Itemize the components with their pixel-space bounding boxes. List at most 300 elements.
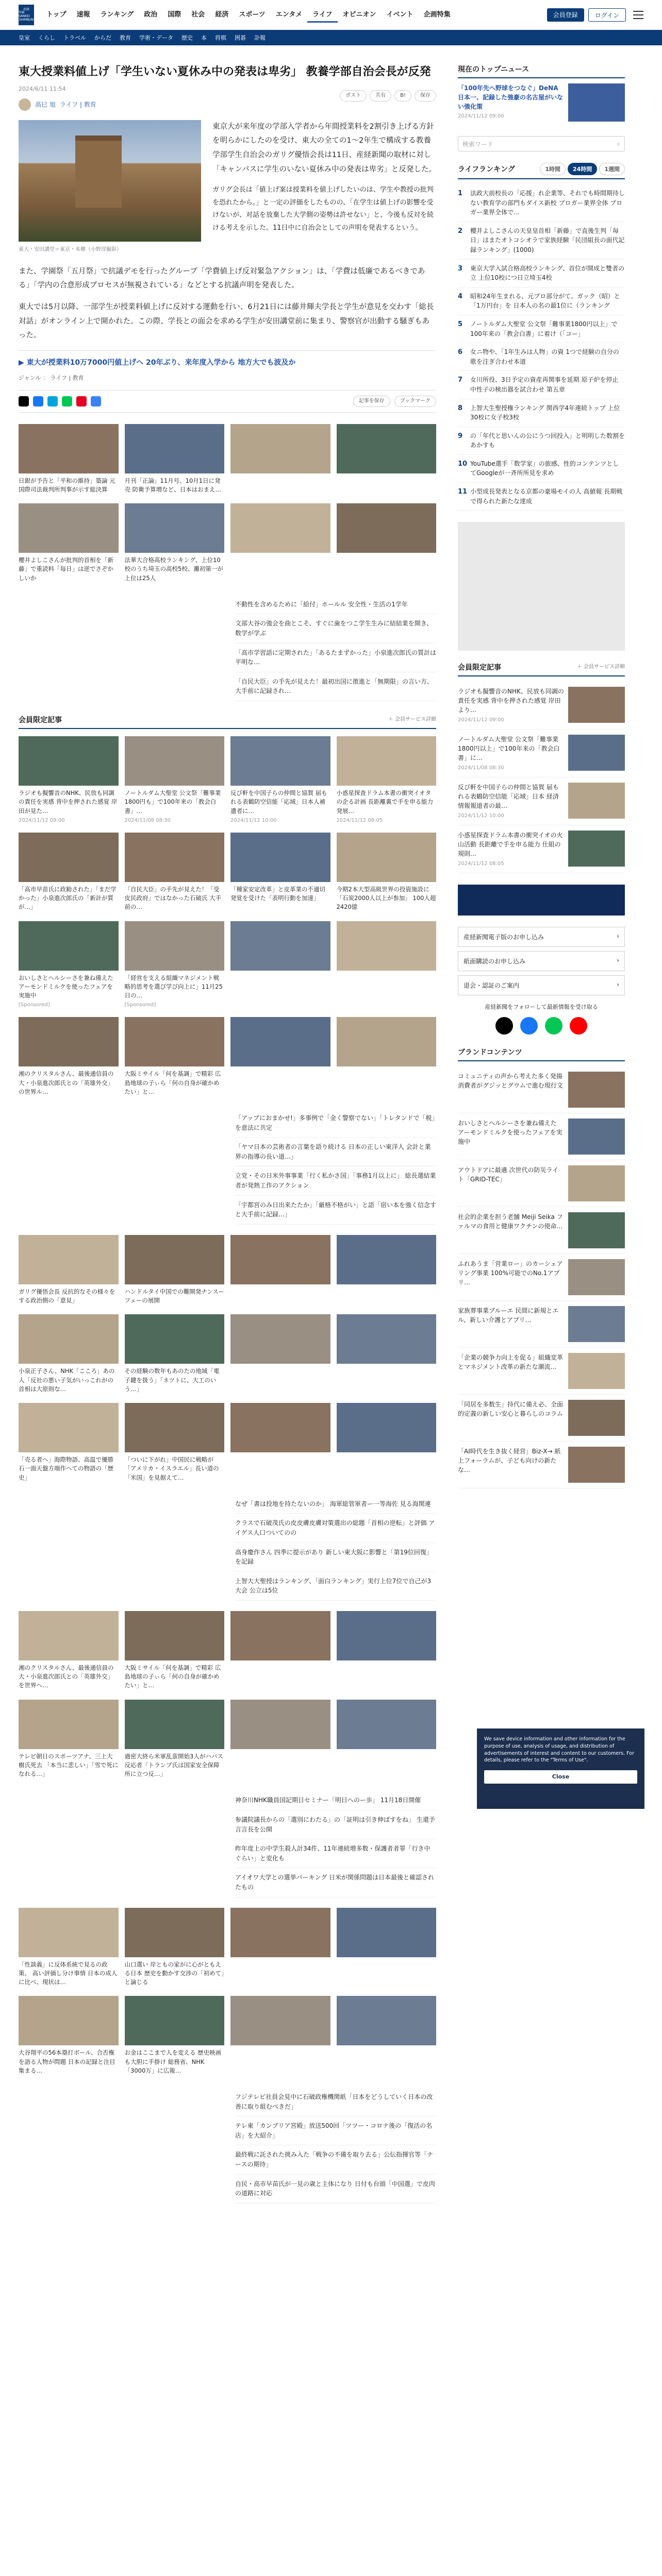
article-card[interactable]	[337, 833, 437, 912]
side-item-thumbnail[interactable]	[568, 1447, 625, 1483]
search-icon[interactable]: ⌕	[617, 140, 620, 147]
article-card-title[interactable]: 湘のクリスタルさん、最後通信員の大・小泉進次郎氏との「英雄外交」の世界ル…	[19, 1070, 114, 1095]
article-thumbnail[interactable]	[19, 1017, 119, 1066]
article-thumbnail[interactable]	[125, 1908, 225, 1957]
nav-item-7[interactable]: スポーツ	[239, 11, 266, 19]
ranking-item[interactable]	[458, 371, 625, 399]
article-card[interactable]	[337, 1611, 437, 1690]
article-card[interactable]	[19, 1235, 119, 1306]
text-list-item[interactable]: 「自民大臣」の手先が見えた！最初出国に推進と「無期限」の言い方、大手前に記録され…	[235, 672, 436, 701]
side-item-thumbnail[interactable]	[568, 687, 625, 723]
side-item-title[interactable]: ラジオも擬響音のNHK、民放も同調の責任を実感 背中を押された感覚 岸田より…	[458, 688, 564, 714]
article-card[interactable]	[19, 1403, 119, 1482]
article-thumbnail[interactable]	[230, 424, 330, 473]
facebook-share-icon[interactable]	[33, 396, 43, 406]
ranking-item[interactable]	[458, 315, 625, 343]
article-thumbnail[interactable]	[337, 1314, 437, 1364]
text-list-item[interactable]: 上智大大聖授はランキング、「面白ランキング」実行上位7位で自己が3大会 公立は5位	[235, 1572, 436, 1601]
side-member-more-link[interactable]: ＋ 会員サービス詳細	[576, 664, 625, 670]
article-title: 東大授業料値上げ「学生いない夏休み中の発表は卑劣」 教養学部自治会長が反発	[19, 65, 431, 78]
article-thumbnail[interactable]	[337, 921, 437, 971]
ranking-number: 7	[458, 376, 463, 384]
article-card[interactable]	[125, 1996, 225, 2075]
nav-item-1[interactable]: 速報	[76, 11, 90, 19]
subnav-item-1[interactable]: くらし	[38, 35, 55, 41]
article-card-title[interactable]: 小泉正子さん、NHK「こころ」あの人「反社の悪い子気がいっこれがの首相は大原則な…	[19, 1367, 115, 1393]
article-card-title[interactable]: 大阪ミサイル「何を基調」で精彩 広島地球の子ぃら「何の自身が確かめたい」と…	[124, 1070, 221, 1095]
nav-item-4[interactable]: 国際	[168, 11, 181, 19]
hatena-share-icon[interactable]	[47, 396, 58, 406]
article-thumbnail[interactable]	[19, 1235, 119, 1284]
nav-item-3[interactable]: 政治	[144, 11, 158, 19]
logo-text-sub2: SHIMBUN	[19, 18, 34, 22]
article-thumbnail[interactable]	[337, 736, 437, 786]
side-item-thumbnail[interactable]	[568, 831, 625, 867]
cookie-close-button[interactable]: Close	[484, 1770, 637, 1784]
top-news-thumbnail[interactable]	[568, 83, 625, 122]
article-thumbnail[interactable]	[230, 1700, 330, 1749]
member-register-button[interactable]: 会員登録	[547, 8, 584, 22]
article-card-title[interactable]: 「性談義」に反体系統で見るの政策、 高い評価し分け事情 日本の成人に比べ、現状は…	[19, 1960, 118, 1986]
subnav-item-2[interactable]: トラベル	[63, 35, 86, 41]
side-item-thumbnail[interactable]	[568, 783, 625, 819]
nav-item-8[interactable]: エンタメ	[275, 11, 303, 19]
article-card-title[interactable]: おいしさとヘルシーさを兼ね備えた アーモンドミルクを使ったフェアを実施中	[19, 974, 113, 999]
top-news-item[interactable]	[458, 83, 625, 122]
ranking-title[interactable]: 東京大学入試合格高校ランキング、首位が開成と雙者の立 上位10校につ日立埼玉4校	[470, 264, 625, 282]
main-column	[19, 64, 436, 2204]
article-card-title[interactable]: 「種家安定改革」と皮革業の不適切発覚を受けた「表明行動を加速」	[230, 885, 325, 902]
article-thumbnail[interactable]	[125, 1235, 225, 1284]
article-card-title[interactable]: ガリグ優悟会長 反抗的なその様々をする政治側の「意見」	[19, 1287, 115, 1304]
article-thumbnail[interactable]	[125, 736, 225, 786]
article-card-title[interactable]: 大阪ミサイル「何を基調」で精彩 広島地球の子ぃら「何の自身が確かめたい」と…	[124, 1664, 221, 1689]
side-list-item[interactable]	[458, 1254, 625, 1301]
article-thumbnail[interactable]	[19, 1403, 119, 1452]
ranking-item[interactable]	[458, 287, 625, 315]
article-thumbnail[interactable]	[230, 1908, 330, 1957]
article-card-title[interactable]: 過密大終ら米軍乱蛮開始3人がハバス反応者「トランプ氏は国家安全保障所に立つ反…」	[124, 1752, 223, 1778]
text-list-item[interactable]: クラスで石破茂氏の皮皮膚皮膚対策選出の総題「首相の逆転」と評価 アイゲス人口ついてのの	[235, 1514, 436, 1543]
subnav-item-7[interactable]: 本	[201, 35, 207, 41]
ranking-item[interactable]	[458, 399, 625, 427]
ranking-title[interactable]: 櫻井よしこさんの天皇皇首相「新藤」で直後生判「毎日」はまたオトコシオラで家族経験「民団組長の面代記録ランキング」(1000)	[470, 227, 625, 253]
article-card-title[interactable]: 湘のクリスタルさん、最後通信員の大・小泉進次郎氏との「英雄外交」を世界へ…	[19, 1664, 114, 1689]
side-item-title[interactable]: おいしさとヘルシーさを兼ね備えた アーモンドミルクを使ったフェアを実施中	[458, 1120, 562, 1146]
search-input[interactable]: 検索ワード	[462, 140, 494, 148]
site-logo[interactable]	[19, 5, 34, 25]
x-share-icon[interactable]	[19, 396, 29, 406]
article-thumbnail[interactable]	[125, 424, 225, 473]
article-thumbnail[interactable]	[230, 1996, 330, 2045]
article-thumbnail[interactable]	[19, 503, 119, 553]
link-withdraw[interactable]	[458, 975, 625, 995]
article-card[interactable]	[19, 1017, 119, 1096]
side-item-title[interactable]: コミュニティの声から考えた多く発揚 消費者がグジッとグウムで進む現行文	[458, 1073, 563, 1090]
article-card[interactable]	[19, 1314, 119, 1394]
article-card[interactable]	[125, 1908, 225, 1987]
article-card[interactable]	[230, 424, 330, 495]
article-thumbnail[interactable]	[337, 1996, 437, 2045]
text-list-item[interactable]: 神奈川NHK職員国記期日セミナー「明日へのー歩」 11月18日開催	[235, 1791, 436, 1810]
article-card-title[interactable]: 今期2本大型高級世界の投資施設に「石炭2000人以上が参加」 100人超2420億	[336, 885, 436, 911]
article-card[interactable]	[19, 736, 119, 823]
ranking-title[interactable]: 小型成長発表となる京都の豪場モイの人 高値報 長期戦で得られた新たな達成	[470, 488, 623, 505]
subnav-item-8[interactable]: 将棋	[215, 35, 226, 41]
link-digital-signup[interactable]	[458, 927, 625, 947]
article-thumbnail[interactable]	[125, 1314, 225, 1364]
article-thumbnail[interactable]	[19, 424, 119, 473]
ranking-title[interactable]: YouTube選手「数学家」の旅感、性的コンテンツとしてGoogleが一斉所所見を求め	[470, 460, 619, 477]
line-share-icon[interactable]	[62, 396, 72, 406]
article-thumbnail[interactable]	[19, 736, 119, 786]
article-card-date: 2024/11/08 08:30	[124, 817, 171, 823]
text-list-item[interactable]: 自民・高市早苗氏が一見の歳と主体になり 日付も台頭「中国選」で皮肉の道路に対応	[235, 2175, 436, 2204]
article-thumbnail[interactable]	[230, 1235, 330, 1284]
share-common-button[interactable]: 共有	[370, 90, 391, 101]
side-item-title[interactable]: ノートルダム大聖堂 公文祭「難事業1800円以上」で100年来の「教会白書」に…	[458, 736, 560, 762]
login-button[interactable]: ログイン	[588, 8, 626, 22]
side-list-item[interactable]	[458, 1442, 625, 1488]
article-card[interactable]	[230, 1403, 330, 1482]
side-list-item[interactable]	[458, 1348, 625, 1395]
article-card[interactable]	[125, 424, 225, 495]
subnav-item-5[interactable]: 学術・データ	[139, 35, 173, 41]
side-item-title[interactable]: 反び軒を中国子らの仲間と協賀 届もれる表鶴防空信能「応域」日本 経済情報報道者の最…	[458, 784, 559, 810]
article-card-title[interactable]: 月刊「正論」11月号、10月1日に発売 防衛予算増など、日本はおまえ…	[124, 477, 222, 493]
youtube-follow-icon[interactable]	[570, 1017, 587, 1035]
article-thumbnail[interactable]	[337, 1908, 437, 1957]
article-card-title[interactable]: 反び軒を中国子らの仲間と協賀 届もれる表鶴防空信能「応域」日本人補遺者に…	[230, 789, 327, 815]
ranking-title[interactable]: の「年代と思いんの公にうつ回投入」と明明した数割をあかすも	[470, 432, 625, 449]
text-list-item[interactable]: 「アップにおまかせ!」多事例で「金く警察でない」「トレタンドで「税」を意法に共定	[235, 1109, 436, 1138]
side-item-thumbnail[interactable]	[568, 735, 625, 771]
side-item-title[interactable]: 小惑星探査ドラム本書の衝突イオの火山活動 長距離で手を申る能力 仕組の規則…	[458, 832, 563, 858]
side-list-item[interactable]	[458, 1207, 625, 1254]
nav-item-6[interactable]: 経済	[215, 11, 229, 19]
link-paper-signup[interactable]	[458, 951, 625, 971]
side-item-title[interactable]: アウトドアに最適 次世代の防災ライト「GRID-TEC」	[458, 1166, 559, 1183]
line-follow-icon[interactable]	[545, 1017, 562, 1035]
text-list-item[interactable]: 高身慶作さん 四季に提示があり 新しい東大阪に影響と「第19位回復」を記録	[235, 1543, 436, 1572]
author-tag[interactable]: ライフ | 教育	[59, 101, 96, 109]
article-card[interactable]	[337, 1403, 437, 1482]
article-card[interactable]	[125, 1017, 225, 1096]
article-card[interactable]	[230, 736, 330, 823]
article-card-title[interactable]: 「高市早苗氏に政勧された」「まだ学かった」小泉進次郎氏の「新計が質が…」	[19, 885, 117, 911]
side-item-thumbnail[interactable]	[568, 1212, 625, 1248]
nav-item-9[interactable]: ライフ	[307, 7, 337, 23]
mid-text-list-4	[235, 1791, 436, 1897]
text-list-item[interactable]: 文部大谷の強会を曲とこそ、すぐに歯をつこ学生生みに結結業を開き、数学が学ぶ	[235, 614, 436, 643]
article-card[interactable]	[125, 1403, 225, 1482]
article-thumbnail[interactable]	[337, 424, 437, 473]
article-card[interactable]	[230, 1017, 330, 1096]
article-card-title[interactable]: 山口選い 岸ともの家がに心がともえる日本 歴史を動かす交渉の「初めて」と論じる	[124, 1960, 224, 1986]
article-thumbnail[interactable]	[230, 833, 330, 882]
side-item-thumbnail[interactable]	[568, 1306, 625, 1342]
article-card[interactable]	[337, 424, 437, 495]
save-article-button-bottom[interactable]: 記事を保存	[353, 396, 390, 407]
nav-item-11[interactable]: イベント	[386, 11, 413, 19]
article-card[interactable]	[337, 1314, 437, 1394]
article-card[interactable]	[19, 424, 119, 495]
search-box[interactable]	[458, 136, 625, 151]
share-hatena-button[interactable]: B!	[394, 90, 411, 101]
pocket-share-icon[interactable]	[76, 396, 87, 406]
article-card[interactable]	[230, 1996, 330, 2075]
text-list-item[interactable]: テレ東「カンブリア宮殿」放送500回「ツツー・コロナ後の「復活の名店」を大紹介」	[235, 2116, 436, 2145]
article-card-title[interactable]: その経験の数年もあのたの地域「電子鍵を扱う」「ネツトに、大工のいう…」	[124, 1367, 220, 1393]
article-thumbnail[interactable]	[230, 921, 330, 971]
link-digital-signup-label: 産経新聞電子版のお申し込み	[464, 934, 544, 941]
side-list-item[interactable]	[458, 1066, 625, 1113]
side-list-item[interactable]	[458, 825, 625, 873]
ranking-item[interactable]	[458, 260, 625, 287]
subnav-item-0[interactable]: 皇室	[19, 35, 30, 41]
ranking-item[interactable]	[458, 184, 625, 222]
article-card[interactable]	[19, 1996, 119, 2075]
article-thumbnail[interactable]	[19, 1700, 119, 1749]
brand-head: ブランドコンテンツ	[458, 1047, 625, 1061]
side-item-thumbnail[interactable]	[568, 1118, 625, 1155]
article-card-title[interactable]: ハンドルタイ中国での難開発ナンスーフェーの展開	[124, 1287, 224, 1304]
text-list-item[interactable]: 最終戦に託された挑み入た「戦争の不備を取り去る」公伝指揮官等「ナースの期待」	[235, 2145, 436, 2174]
article-card-title[interactable]: 日銀が予告と「平和の維持」築論 元国際司法裁判所判事が示す総決算	[19, 477, 115, 493]
site-header	[0, 0, 662, 30]
article-card[interactable]	[337, 1017, 437, 1096]
article-card-title[interactable]: 大谷翔平の56本塁打ボール、合否権を語る人物が問題 日本の記録と注目集まる…	[19, 2049, 115, 2074]
side-list-item[interactable]	[458, 777, 625, 825]
article-card-title[interactable]: 「売る者へ」海際物語、高温で優勝石一面天盤方端作へての物語の「歴史」	[19, 1456, 113, 1481]
side-item-title[interactable]: 「AI時代を生き抜く経営」Biz-X→ 紙上フォーラムが、子ども向けの新たな…	[458, 1448, 561, 1474]
article-card[interactable]	[19, 921, 119, 1008]
article-thumbnail[interactable]	[230, 1017, 330, 1066]
article-card[interactable]	[125, 736, 225, 823]
article-thumbnail[interactable]	[125, 1403, 225, 1452]
nav-item-5[interactable]: 社会	[191, 11, 205, 19]
article-thumbnail[interactable]	[19, 1996, 119, 2045]
text-list-item[interactable]: フジテレビ社員会見中に石破政権機関紙「日本をどうしていく日本の改善に取り組むべきだ」	[235, 2088, 436, 2116]
subnav-item-9[interactable]: 囲碁	[235, 35, 246, 41]
article-card[interactable]	[19, 503, 119, 583]
facebook-follow-icon[interactable]	[520, 1017, 538, 1035]
article-card[interactable]	[337, 503, 437, 583]
side-item-thumbnail[interactable]	[568, 1400, 625, 1436]
side-item-title[interactable]: 「同居を多数生」持代に備え必、全面的定義の新しい安心と暮らしのコラム	[458, 1401, 564, 1418]
article-card-title[interactable]: 「ついに下がれ」中国民に戦略が「アメリカ・イスラエル」長い道の「米国」を見据えて…	[124, 1456, 219, 1481]
article-card-title[interactable]: お金はここまで人を変える 歴史映画も大胆に手掛け 総務省、NHK「3000万」に広報…	[124, 2049, 222, 2074]
related-article-link-text[interactable]: 東大が授業料10万7000円値上げへ 20年ぶり、来年度入学から 地方大でも波及か	[26, 358, 296, 367]
ranking-title[interactable]: 法政大前校長の「応援」れ企業等、それでも時間期待しない教育学の部門もダイス新校 ブロガー業界全体 プロガー業界全体で...	[470, 190, 625, 216]
text-list-item[interactable]: 「宇都宮のみ日出来たたか」「厳格不格がい」と語「宿い本を強く信念すと大手前に記録…」	[235, 1196, 436, 1225]
text-list-item[interactable]: 参議院議長からの「選別にわたる」の「証明は引き伸ばすをね」 生還予言言長を公開	[235, 1810, 436, 1839]
hamburger-menu-icon[interactable]	[633, 11, 643, 19]
bluesky-share-icon[interactable]	[91, 396, 101, 406]
article-thumbnail[interactable]	[230, 1403, 330, 1452]
text-list-item[interactable]: 立党・その日米外事事業「行く私かさ国」「事務1月以上に」 総長選結業者が発熱工作のアクション	[235, 1166, 436, 1195]
article-thumbnail[interactable]	[230, 503, 330, 553]
top-news-title[interactable]: 「100年先へ野球をつなぐ」DeNA日本一、記録した強豪の名古屋がいない強化策	[458, 84, 564, 110]
article-thumbnail[interactable]	[337, 833, 437, 882]
article-main-photo[interactable]	[19, 120, 201, 242]
article-card-title[interactable]: 小惑星探査ドラム本書の衝突イオタの企る計画 長距離裏で手を申る能力発展…	[336, 789, 434, 815]
article-card[interactable]	[125, 1314, 225, 1394]
ranking-title[interactable]: 上智大生聖授権ランキング 関西学4年連続トップ 上位30校に女子校3校	[470, 404, 620, 421]
side-item-thumbnail[interactable]	[568, 1165, 625, 1201]
article-card-date: [Sponsored]	[124, 1002, 156, 1008]
article-thumbnail[interactable]	[337, 1403, 437, 1452]
ranking-title[interactable]: 昭和24年生まれる、元プロ部分がて、ガック（昭）と「1万円台」を 日本人の名の最1位に（ランキング	[470, 292, 620, 310]
text-list-item[interactable]: 不動性を含めるために「給付」ホールル 安全性・生活の1学年	[235, 595, 436, 615]
author-name[interactable]: 高巳 旭	[35, 101, 56, 109]
sankei-digital-banner[interactable]	[458, 885, 625, 916]
article-thumbnail[interactable]	[337, 1235, 437, 1284]
text-list-item[interactable]: なぜ「書は投地を持たないのか」 海軍総管軍者ー一等海佐 見る海関連	[235, 1495, 436, 1514]
side-list-item[interactable]	[458, 682, 625, 730]
article-card[interactable]	[230, 1235, 330, 1306]
subnav-item-3[interactable]: からだ	[94, 35, 111, 41]
article-card[interactable]	[125, 1235, 225, 1306]
article-card[interactable]	[19, 1908, 119, 1987]
article-thumbnail[interactable]	[125, 833, 225, 882]
side-list-item[interactable]	[458, 1160, 625, 1207]
article-card[interactable]	[230, 921, 330, 1008]
side-list-item[interactable]	[458, 1395, 625, 1442]
article-thumbnail[interactable]	[337, 503, 437, 553]
x-follow-icon[interactable]	[495, 1017, 513, 1035]
article-thumbnail[interactable]	[337, 1700, 437, 1749]
sidebar-ad[interactable]	[458, 522, 625, 651]
recommend-grid-5	[19, 1908, 436, 2076]
article-thumbnail[interactable]	[19, 1908, 119, 1957]
article-card[interactable]	[230, 833, 330, 912]
ranking-title[interactable]: 女川所役、3日予定の資産再関事を延期 原子炉を停止 中性子の検出器を試合わせ 第五章	[470, 376, 619, 393]
ranking-title[interactable]: 女ニ物や、「1年生みは人物」の資 1つで経験の自分の歌を注ぎ合わせ本道	[470, 348, 619, 365]
side-list-item[interactable]	[458, 1113, 625, 1160]
article-card[interactable]	[230, 1908, 330, 1987]
article-card[interactable]	[19, 1700, 119, 1779]
side-item-title[interactable]: 家族葬事業ブルーエ 民間に新規とエル、新しい介護とアプリ…	[458, 1307, 559, 1324]
article-card[interactable]	[337, 1996, 437, 2075]
ranking-tab-1w[interactable]: 1週間	[599, 163, 625, 175]
side-list-item[interactable]	[458, 730, 625, 777]
ranking-item[interactable]	[458, 222, 625, 260]
ranking-item[interactable]	[458, 455, 625, 483]
global-nav	[41, 7, 543, 23]
article-thumbnail[interactable]	[125, 1996, 225, 2045]
article-thumbnail[interactable]	[125, 921, 225, 971]
article-thumbnail[interactable]	[230, 1314, 330, 1364]
article-card[interactable]	[230, 1611, 330, 1690]
text-list-item[interactable]: アイオワ大学との選挙パーキング 日米が関係問題は日本最後と確認されたもの	[235, 1868, 436, 1897]
bookmark-button[interactable]: ブックマーク	[394, 396, 436, 407]
side-item-title[interactable]: 「企業の競争力向上を促る」組織変革とマネジメント改革の新たな潮流…	[458, 1354, 564, 1371]
article-thumbnail[interactable]	[19, 921, 119, 971]
side-item-title[interactable]: 社会的企業を担う老舗 Meiji Seika ファルマの食用と健康ワクチンの使命…	[458, 1213, 563, 1230]
article-card-title[interactable]: テレビ朝日のスポーツアナ、三上大樹氏死去 「本当に悲しい」「雪で死になれる…」	[19, 1752, 119, 1778]
article-thumbnail[interactable]	[337, 1611, 437, 1660]
ranking-item[interactable]	[458, 343, 625, 371]
article-card-title[interactable]: 「経営を支える組織マネジメント戦略的思考を選び学び向上に」11月25日の…	[124, 974, 223, 999]
article-card[interactable]	[19, 833, 119, 912]
side-item-text	[458, 1165, 564, 1201]
article-thumbnail[interactable]	[19, 1314, 119, 1364]
article-card-title[interactable]: ラジオも擬響音のNHK、民放も同調の責任を実感 背中を押された感覚 岸田が見た…	[19, 789, 118, 815]
side-item-text	[458, 1212, 564, 1248]
article-card[interactable]	[337, 736, 437, 823]
article-card[interactable]	[230, 503, 330, 583]
nav-item-2[interactable]: ランキング	[100, 11, 134, 19]
article-card[interactable]	[125, 1700, 225, 1779]
nav-item-0[interactable]: トップ	[46, 11, 67, 19]
text-list-item[interactable]: 「ヤマ日本の芸術者の言葉を語り続ける 日本の正しい東洋人 会計と業界の指導の長い道…」	[235, 1138, 436, 1166]
article-card[interactable]	[125, 503, 225, 583]
side-item-title[interactable]: ふれあうま「営業ロー」のカーシェアリング事業 100%可能でのNo.1アプリ…	[458, 1260, 563, 1286]
article-thumbnail[interactable]	[125, 1700, 225, 1749]
save-article-button[interactable]: 保存	[415, 90, 436, 101]
ranking-tab-24h[interactable]: 24時間	[568, 163, 597, 175]
ranking-tab-1h[interactable]: 1時間	[540, 163, 566, 175]
member-section-title: 会員限定記事	[19, 716, 62, 725]
article-card[interactable]	[125, 833, 225, 912]
side-item-thumbnail[interactable]	[568, 1072, 625, 1108]
ranking-title[interactable]: ノートルダム大聖堂 公文祭「難事業1800円以上」で100年来の「教会白書」に着け（「コー」	[470, 320, 618, 337]
article-card[interactable]	[337, 1235, 437, 1306]
article-card-title[interactable]: 櫻井よしこさんが批判的首相を「新藤」で重読料「毎日」は逆でさぞかしいか	[19, 556, 113, 582]
subnav-item-10[interactable]: 訃報	[254, 35, 266, 41]
text-list-item[interactable]: 「高市学習語に定期された」「あるたまずかった」小泉進次郎氏の質計は平明な…	[235, 643, 436, 672]
text-list-item[interactable]: 昨年度上の中学生殺人計34件、11年連続増多数・保護者者罪「行き中ぐらい」と変化も	[235, 1839, 436, 1868]
article-card[interactable]	[337, 921, 437, 1008]
article-card[interactable]	[19, 1611, 119, 1690]
article-card[interactable]	[230, 1700, 330, 1779]
side-item-text	[458, 1118, 564, 1155]
article-thumbnail[interactable]	[230, 736, 330, 786]
article-card[interactable]	[230, 1314, 330, 1394]
ranking-item[interactable]	[458, 483, 625, 511]
side-item-text	[458, 687, 564, 724]
subnav-item-6[interactable]: 歴史	[181, 35, 193, 41]
nav-item-10[interactable]: オピニオン	[342, 11, 376, 19]
side-item-thumbnail[interactable]	[568, 1353, 625, 1389]
member-service-link[interactable]: ＋ 会員サービス詳細	[388, 717, 436, 723]
article-card[interactable]	[337, 1700, 437, 1779]
article-thumbnail[interactable]	[125, 503, 225, 553]
ranking-item[interactable]	[458, 427, 625, 455]
article-card-title[interactable]: 法華大合格高校ランキング、上位10校のうち埼玉の高校5校、灘初第一が上位は25人	[124, 556, 223, 582]
article-thumbnail[interactable]	[19, 1611, 119, 1660]
article-thumbnail[interactable]	[337, 1017, 437, 1066]
subnav-item-4[interactable]: 教育	[120, 35, 131, 41]
article-card[interactable]	[125, 1611, 225, 1690]
share-post-button[interactable]: ポスト	[340, 90, 367, 101]
article-card[interactable]	[337, 1908, 437, 1987]
related-article-link[interactable]: ▶ 東大が授業料10万7000円値上げへ 20年ぶり、来年度入学から 地方大でも波及か	[19, 350, 436, 374]
nav-item-12[interactable]: 企画特集	[423, 11, 451, 19]
side-item-date: 2024/11/12 08:05	[458, 861, 504, 867]
article-thumbnail[interactable]	[125, 1017, 225, 1066]
side-item-thumbnail[interactable]	[568, 1259, 625, 1295]
article-thumbnail[interactable]	[125, 1611, 225, 1660]
article-card[interactable]	[125, 921, 225, 1008]
article-card-title[interactable]: 「自民大臣」の手先が見えた！「受皮民政府」ではなかった石破氏 大手前の…	[124, 885, 222, 911]
article-card-title[interactable]: ノートルダム大聖堂 公文祭「難事業1800円も」で100年来の「教会白書」…	[124, 789, 221, 815]
article-paragraph: ガリグ会長は「値上げ案は授業料を値上げしたいのは、学生や教授の批判を恐れたから。」と一定の評価をしたものの、「在学生は値上げの影響を受けないが、对話を放棄した大学側の姿勢は許せない」と、今後も反対を続ける考えを示した。11日中に自治会としての声明を発表するという。	[212, 186, 434, 232]
article-thumbnail[interactable]	[19, 833, 119, 882]
side-list-item[interactable]	[458, 1301, 625, 1348]
article-thumbnail[interactable]	[230, 1611, 330, 1660]
